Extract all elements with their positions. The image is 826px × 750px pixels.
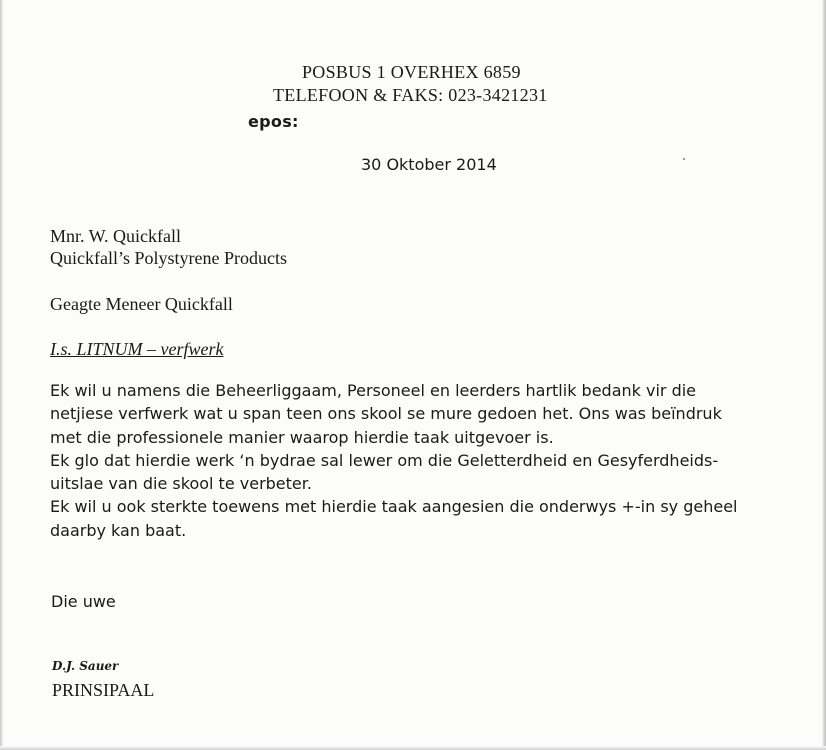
body-line: uitslae van die skool te verbeter. bbox=[50, 474, 312, 493]
salutation: Geagte Meneer Quickfall bbox=[50, 294, 233, 314]
body-line: daarby kan baat. bbox=[50, 521, 187, 540]
scan-speck bbox=[683, 158, 685, 160]
scan-edge-left bbox=[0, 0, 3, 750]
subject-line: I.s. LITNUM – verfwerk bbox=[50, 339, 224, 359]
letterhead-phone: TELEFOON & FAKS: 023-3421231 bbox=[273, 85, 548, 105]
body-line: Ek wil u ook sterkte toewens met hierdie taak aangesien die onderwys +-in sy geheel bbox=[50, 497, 738, 516]
signature: D.J. Sauer bbox=[52, 659, 119, 673]
body-line: Ek wil u namens die Beheerliggaam, Personeel en leerders hartlik bedank vir die bbox=[50, 381, 697, 400]
body-line: met die professionele manier waarop hierdie taak uitgevoer is. bbox=[50, 428, 554, 447]
body-line: netjiese verfwerk wat u span teen ons skool se mure gedoen het. Ons was beïndruk bbox=[50, 404, 722, 423]
letterhead-address: POSBUS 1 OVERHEX 6859 bbox=[302, 62, 521, 82]
recipient-company: Quickfall’s Polystyrene Products bbox=[50, 248, 287, 268]
signatory-title: PRINSIPAAL bbox=[52, 680, 155, 700]
letter-date: 30 Oktober 2014 bbox=[361, 155, 497, 174]
scan-edge-bottom bbox=[0, 746, 826, 750]
scan-edge-right bbox=[822, 0, 826, 750]
recipient-name: Mnr. W. Quickfall bbox=[50, 226, 181, 246]
closing: Die uwe bbox=[51, 592, 116, 611]
body-line: Ek glo dat hierdie werk ‘n bydrae sal lewer om die Geletterdheid en Gesyferdheids- bbox=[50, 451, 719, 470]
letterhead-email-label: epos: bbox=[248, 112, 299, 131]
